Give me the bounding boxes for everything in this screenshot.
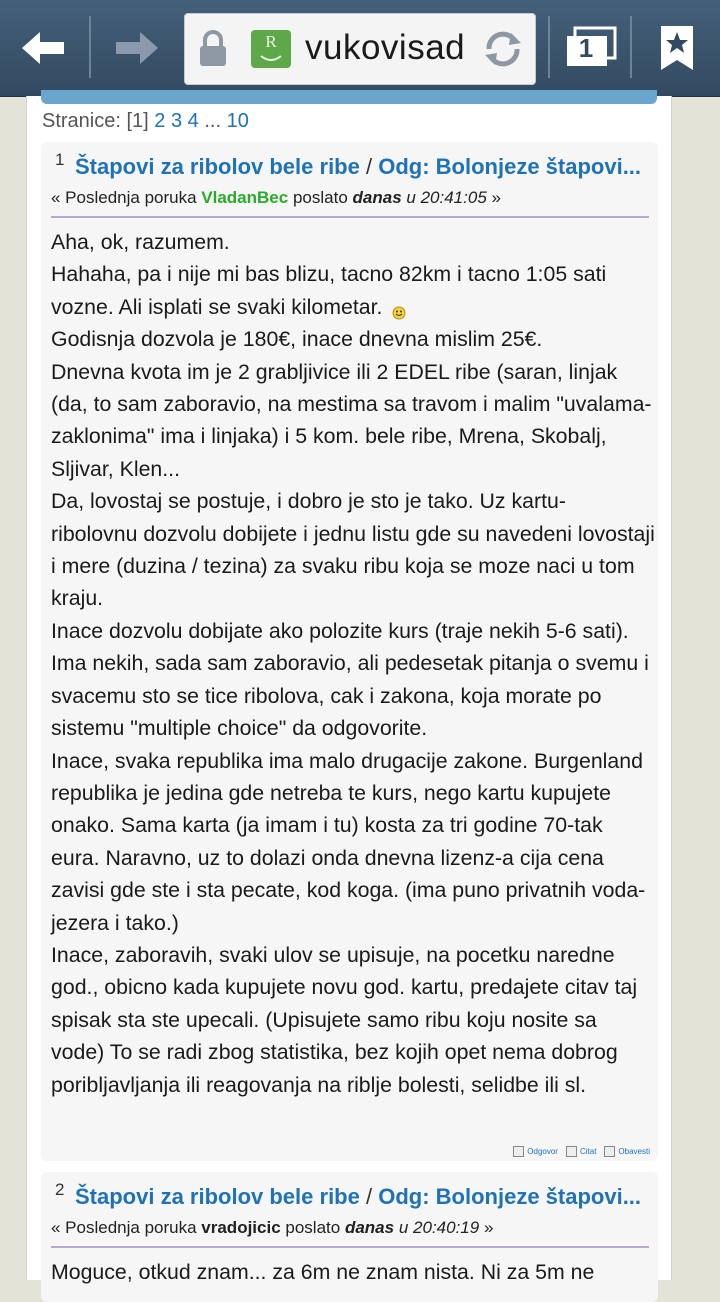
author-link[interactable]: VladanBec (201, 188, 289, 207)
meta-time: 20:41:05 (420, 188, 487, 207)
pagination-label: Stranice: [ (42, 110, 133, 132)
post-subject: Štapovi za ribolov bele ribe / Odg: Bolonjeze štapovi... (75, 1184, 642, 1209)
bookmark-button[interactable] (634, 0, 720, 96)
pagination (42, 110, 249, 133)
page-link-3[interactable]: 3 (170, 110, 183, 132)
pagination-bracket: ] (143, 110, 149, 132)
notify-button[interactable]: Obavesti (604, 1146, 650, 1157)
page-link-4[interactable]: 4 (187, 110, 199, 132)
browser-toolbar (0, 0, 720, 97)
post-paragraph: Moguce, otkud znam... za 6m ne znam nista. Ni za 5m ne (51, 1260, 595, 1284)
previous-post-footer (41, 90, 657, 104)
forward-button[interactable] (92, 0, 180, 96)
meta-day: danas (352, 188, 402, 207)
meta-day: danas (344, 1218, 395, 1237)
post-paragraph: Aha, ok, razumem. (51, 230, 230, 254)
arrow-right-icon (112, 30, 160, 66)
meta-time: 20:40:19 (413, 1218, 480, 1237)
meta-posted: poslato (292, 188, 348, 207)
lock-icon (197, 30, 229, 68)
post-link[interactable]: Odg: Bolonjeze štapovi... (378, 1184, 642, 1209)
post-actions (513, 1146, 650, 1157)
reply-button[interactable]: Odgovor (513, 1146, 558, 1157)
quote-icon (566, 1146, 577, 1157)
back-button[interactable] (0, 0, 88, 96)
toolbar-divider (548, 16, 550, 78)
pagination-ellipsis: ... (204, 110, 222, 132)
post-paragraph: Inace dozvolu dobijate ako polozite kurs (traje nekih 5-6 sati). Ima nekih, sada sam zaboravio, ali pedesetak pitanja o svemu i svacemu sto se tice ribolova, cak i zakona, koja morate po sistemu "multiple choice" da odgovorite. (51, 618, 649, 741)
post-number: 1 (55, 150, 65, 169)
bookmark-star-icon (659, 24, 695, 72)
post-paragraph: Dnevna kvota im je 2 grabljivice ili 2 EDEL ribe (saran, linjak (da, to sam zaboravio, na mestima sa travom i malim "uvalama- zaklonima" ima i linjaka) i 5 kom. bele ribe, Mrena, Skobalj, Sljivar, Klen... (51, 359, 652, 481)
meta-prefix: « Poslednja poruka (51, 188, 197, 207)
author-link[interactable]: vradojicic (201, 1218, 281, 1237)
arrow-left-icon (20, 30, 68, 66)
pagination-current: 1 (132, 110, 144, 132)
post-paragraph: Godisnja dozvola je 180€, inace dnevna mislim 25€. (51, 327, 543, 352)
post-body (51, 226, 655, 1101)
meta-posted: poslato (285, 1218, 341, 1237)
address-bar[interactable] (184, 13, 536, 85)
smile-mark-icon (259, 54, 283, 62)
post-meta (51, 188, 501, 208)
forum-post (41, 142, 658, 1161)
post-paragraph: Inace, svaka republika ima malo drugacije zakone. Burgenland republika je jedina gde netreba te kurs, nego kartu kupujete onako. Sama karta (ja imam i tu) kosta za tri godine 70-tak eura. Naravno, uz to dolazi onda dnevna lizenz-a cija cena zavisi gde ste i sta pecate, kod koga. (ima puno privatnih voda- jezera i tako.) (51, 748, 646, 935)
meta-suffix: » (483, 1218, 494, 1237)
refresh-icon[interactable] (481, 27, 525, 71)
toolbar-divider (89, 16, 91, 78)
post-body (51, 1256, 655, 1288)
post-paragraph: Hahaha, pa i nije mi bas blizu, tacno 82km i tacno 1:05 sati vozne. Ali isplati se svaki kilometar. (51, 262, 607, 319)
post-number: 2 (55, 1180, 65, 1199)
topic-link[interactable]: Štapovi za ribolov bele ribe (75, 154, 360, 179)
forum-post (41, 1172, 658, 1302)
post-divider (51, 1246, 649, 1248)
post-paragraph: Inace, zaboravih, svaki ulov se upisuje, na pocetku naredne god., obicno kada kupujete novu god. kartu, predajete citav taj spisak sta ste upecali. (Upisujete samo ribu koju nosite sa vode) To se radi zbog statistika, bez kojih opet nema dobrog poribljavljanja ili reagovanja na riblje bolesti, selidbe ili sl. (51, 942, 638, 1097)
post-divider (51, 216, 649, 218)
site-favicon (251, 30, 291, 68)
meta-at: u (406, 188, 416, 207)
url-text: vukovisad (305, 28, 466, 67)
site-badge-letter: R (265, 32, 277, 51)
post-meta (51, 1218, 493, 1238)
post-paragraph: Da, lovostaj se postuje, i dobro je sto je tako. Uz kartu- ribolovnu dozvolu dobijete i jednu listu gde su navedeni lovostaji i mere (duzina / tezina) za svaku ribu koja se moze naci u tom kraju. (51, 489, 655, 611)
meta-prefix: « Poslednja poruka (51, 1218, 197, 1237)
notify-icon (604, 1146, 615, 1157)
topic-link[interactable]: Štapovi za ribolov bele ribe (75, 1184, 360, 1209)
tab-count: 1 (578, 33, 594, 63)
reply-icon (513, 1146, 524, 1157)
page-link-last[interactable]: 10 (226, 110, 249, 132)
toolbar-divider (630, 16, 632, 78)
post-link[interactable]: Odg: Bolonjeze štapovi... (378, 154, 642, 179)
meta-suffix: » (491, 188, 501, 207)
page-link-2[interactable]: 2 (154, 110, 166, 132)
meta-at: u (398, 1218, 409, 1237)
forum-page (26, 96, 672, 1284)
quote-button[interactable]: Citat (566, 1146, 596, 1157)
smiley-icon (392, 306, 406, 320)
tabs-button[interactable] (552, 0, 630, 96)
post-subject: Štapovi za ribolov bele ribe / Odg: Bolonjeze štapovi... (75, 154, 642, 179)
